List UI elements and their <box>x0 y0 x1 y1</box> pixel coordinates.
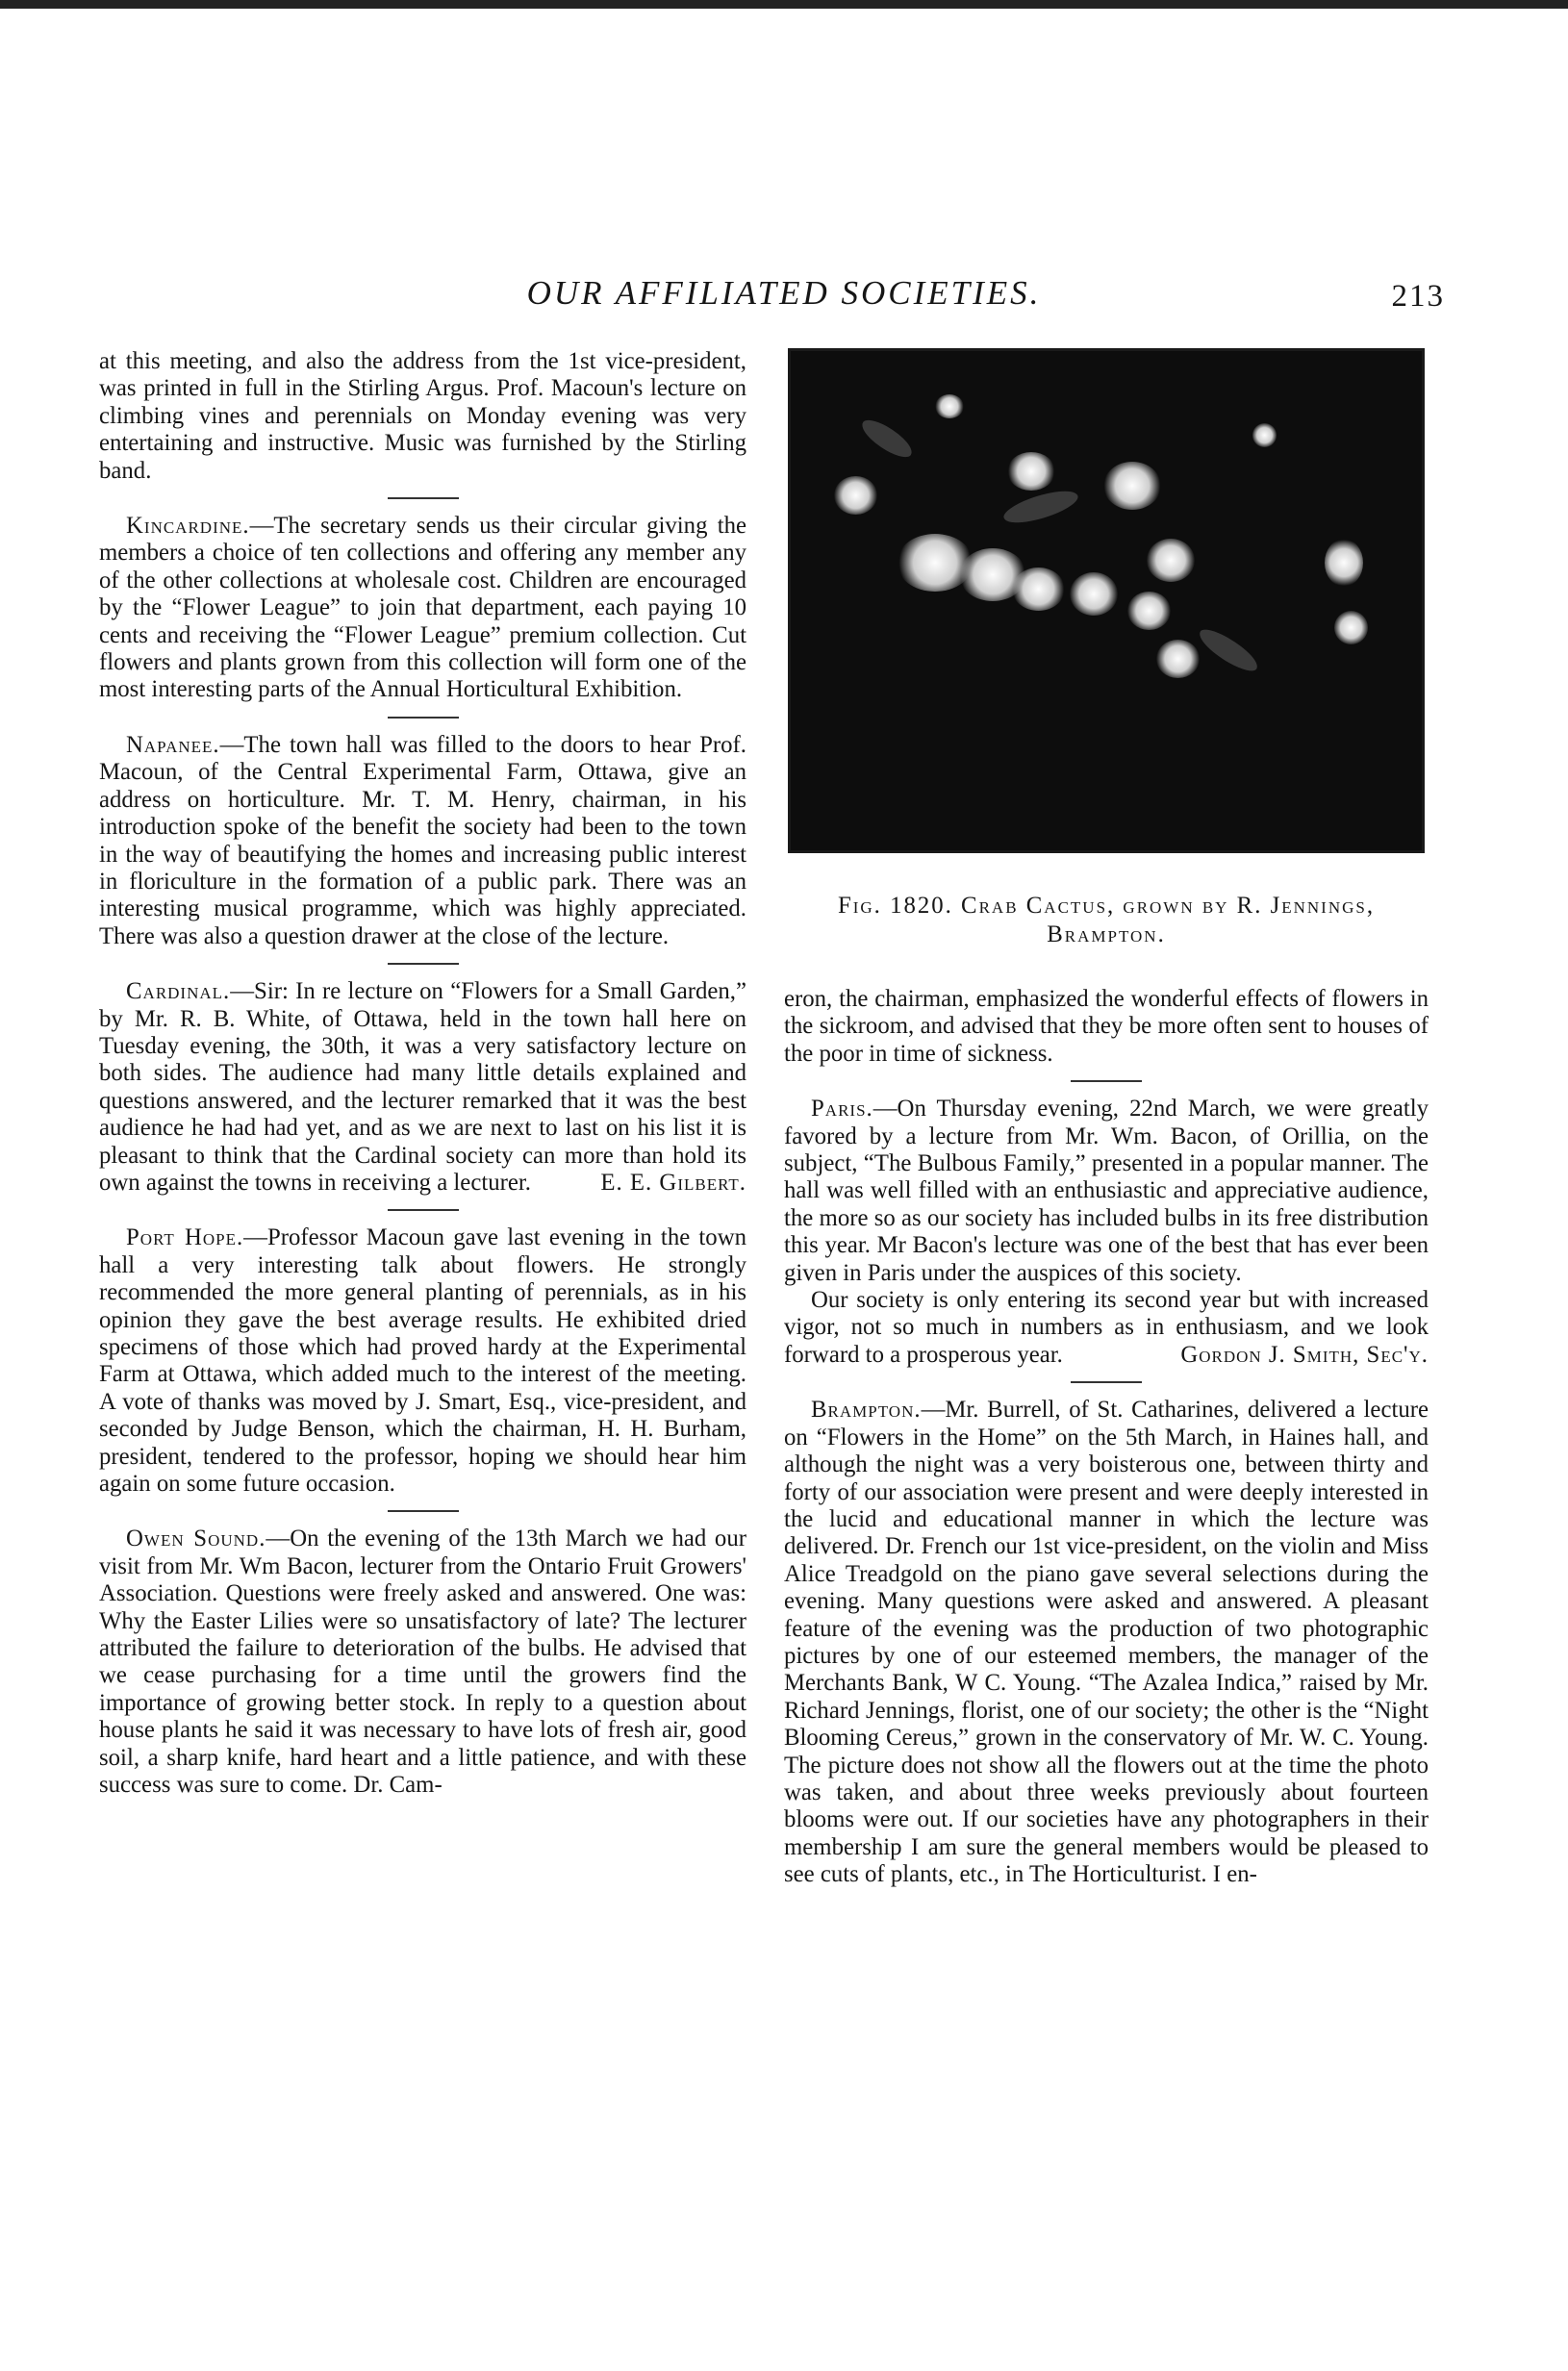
figure-caption: Fig. 1820. Crab Cactus, grown by R. Jennings, Brampton. <box>837 893 1376 947</box>
society-name: Paris. <box>811 1096 873 1122</box>
paragraph-cardinal <box>99 978 746 1197</box>
photo-flower <box>935 394 964 418</box>
society-name: Brampton. <box>811 1397 922 1424</box>
photo-flower <box>1070 572 1118 616</box>
paragraph-text: —Sir: In re lecture on “Flowers for a Small Garden,” by Mr. R. B. White, of Ottawa, held in the town hall here on Tuesday evening, the 30th, it was a very satisfactory lecture on both sides. The audience had many little details explained and questions answered, and the lecturer remarked that it was the best audience he had had yet, and as we are next to last on his list it is pleasant to think that the Cardinal society can more than hold its own against the towns in receiving a lecturer. <box>99 978 746 1196</box>
photo-flower <box>1156 640 1200 678</box>
photo-leaf <box>1194 624 1263 676</box>
paragraph-text: —The town hall was filled to the doors to hear Prof. Macoun, of the Central Experimental Farm, Ottawa, give an address on horticulture. Mr. T. M. Henry, chairman, in his introduction spoke of the benefit the society had been to the town in the way of beautifying the homes and increasing public interest in floriculture in the formation of a public park. There was an interesting musical programme, which was highly appreciated. There was also a question drawer at the close of the lecture. <box>99 731 746 949</box>
photo-flower <box>834 476 877 515</box>
section-divider <box>388 1209 459 1211</box>
photo-flower <box>1334 611 1368 644</box>
photo-flower <box>1252 423 1277 447</box>
society-name: Napanee. <box>126 731 220 758</box>
paragraph-text: —On the evening of the 13th March we had our visit from Mr. Wm Bacon, lecturer from the Ontario Fruit Growers' Association. Questions were freely asked and answered. One was: Why the Easter Lilies were so unsatisfactory of late? The lecturer attributed the failure to deterioration of the bulbs. He advised that we cease purchasing for a time until the growers find the importance of growing better stock. In reply to a question about house plants he said it was necessary to have lots of fresh air, good soil, a sharp knife, hard heart and a little patience, and with these success was sure to come. Dr. Cam- <box>99 1526 746 1799</box>
signature: Gordon J. Smith, Sec'y. <box>1180 1341 1429 1368</box>
photo-leaf <box>1000 483 1080 531</box>
photo-leaf <box>857 415 918 462</box>
paragraph-owen-sound-cont <box>784 986 1429 1068</box>
right-column-text <box>784 986 1429 1889</box>
paragraph-kincardine <box>99 513 746 704</box>
section-divider <box>1071 1080 1142 1082</box>
right-column <box>784 348 1429 1889</box>
paragraph-brampton <box>784 1397 1429 1888</box>
crab-cactus-photo <box>788 348 1425 853</box>
paragraph-text: —On Thursday evening, 22nd March, we were greatly favored by a lecture from Mr. Wm. Bacon, of Orillia, on the subject, “The Bulbous Family,” presented in a popular manner. The hall was well filled with an enthusiastic and appreciative audience, the more so as our society has included bulbs in its free distribution this year. Mr Bacon's lecture was one of the best that has ever been given in Paris under the auspices of this society. <box>784 1096 1429 1286</box>
society-name: Owen Sound. <box>126 1526 266 1552</box>
society-name: Cardinal. <box>126 978 231 1005</box>
section-divider <box>1071 1381 1142 1383</box>
running-title: OUR AFFILIATED SOCIETIES. <box>526 274 1042 312</box>
paragraph-text: —Mr. Burrell, of St. Catharines, delivered a lecture on “Flowers in the Home” on the 5th March, in Haines hall, and although the night was a very boisterous one, between thirty and forty of our association were present and were deeply interested in the lucid and educational manner in which the lecture was delivered. Dr. French our 1st vice-president, on the violin and Miss Alice Treadgold on the piano gave several selections during the evening. Many questions were asked and answered. A pleasant feature of the evening was the production of two photographic pictures by one of our esteemed members, the manager of the Merchants Bank, W C. Young. “The Azalea Indica,” raised by Mr. Richard Jennings, florist, one of our society; the other is the “Night Blooming Cereus,” grown in the conservatory of Mr. W. C. Young. The picture does not show all the flowers out at the time the photo was taken, and about three weeks previously about fourteen blooms were out. If our societies have any photographers in their membership I am sure the general members would be pleased to see cuts of plants, etc., in The Horticulturist. I en- <box>784 1397 1429 1888</box>
section-divider <box>388 963 459 965</box>
page-top-rule <box>0 0 1568 9</box>
paragraph-text: —Professor Macoun gave last evening in the town hall a very interesting talk about flowers. He strongly recommended the more general planting of perennials, as in his opinion they gave the best average results. He exhibited dried specimens of those which had proved hardy at the Experimental Farm at Ottawa, which added much to the interest of the meeting. A vote of thanks was moved by J. Smart, Esq., vice-president, and seconded by Judge Benson, which the chairman, H. H. Burham, president, tendered to the professor, hoping we should hear him again on some future occasion. <box>99 1224 746 1498</box>
photo-flower <box>1325 539 1363 587</box>
running-head <box>0 274 1568 322</box>
photo-flower <box>1147 539 1195 582</box>
photo-flower <box>1012 568 1065 611</box>
paragraph-napanee <box>99 732 746 950</box>
paragraph-owen-sound <box>99 1526 746 1799</box>
paragraph-text: at this meeting, and also the address from the 1st vice-president, was printed in full in the Stirling Argus. Prof. Macoun's lecture on climbing vines and perennials on Monday evening was very entertaining and instructive. Music was furnished by the Stirling band. <box>99 348 746 484</box>
paragraph-port-hope <box>99 1224 746 1498</box>
page-number: 213 <box>1391 279 1445 314</box>
paragraph-text: Our society is only entering its second year but with increased vigor, not so much in numbers as in enthusiasm, and we look forward to a prosperous year. <box>784 1287 1429 1368</box>
photo-flower <box>1007 452 1055 491</box>
signature: E. E. Gilbert. <box>600 1169 746 1196</box>
society-name: Kincardine. <box>126 513 250 540</box>
photo-flower <box>1127 592 1171 630</box>
paragraph-paris <box>784 1096 1429 1287</box>
paragraph-text: —The secretary sends us their circular giving the members a choice of ten collections and offering any member any of the other collections at wholesale cost. Children are encouraged by the “Flower League” to join that department, each paying 10 cents and receiving the “Flower League” premium collection. Cut flowers and plants grown from this collection will form one of the most interesting parts of the Annual Horticultural Exhibition. <box>99 513 746 703</box>
section-divider <box>388 1510 459 1512</box>
photo-flower <box>1103 462 1161 510</box>
left-column <box>99 348 746 1800</box>
paragraph-paris-2 <box>784 1287 1429 1369</box>
section-divider <box>388 717 459 719</box>
society-name: Port Hope. <box>126 1224 244 1251</box>
paragraph-stirling <box>99 348 746 485</box>
paragraph-text: eron, the chairman, emphasized the wonderful effects of flowers in the sickroom, and advised that they be more often sent to houses of the poor in time of sickness. <box>784 986 1429 1067</box>
section-divider <box>388 497 459 499</box>
